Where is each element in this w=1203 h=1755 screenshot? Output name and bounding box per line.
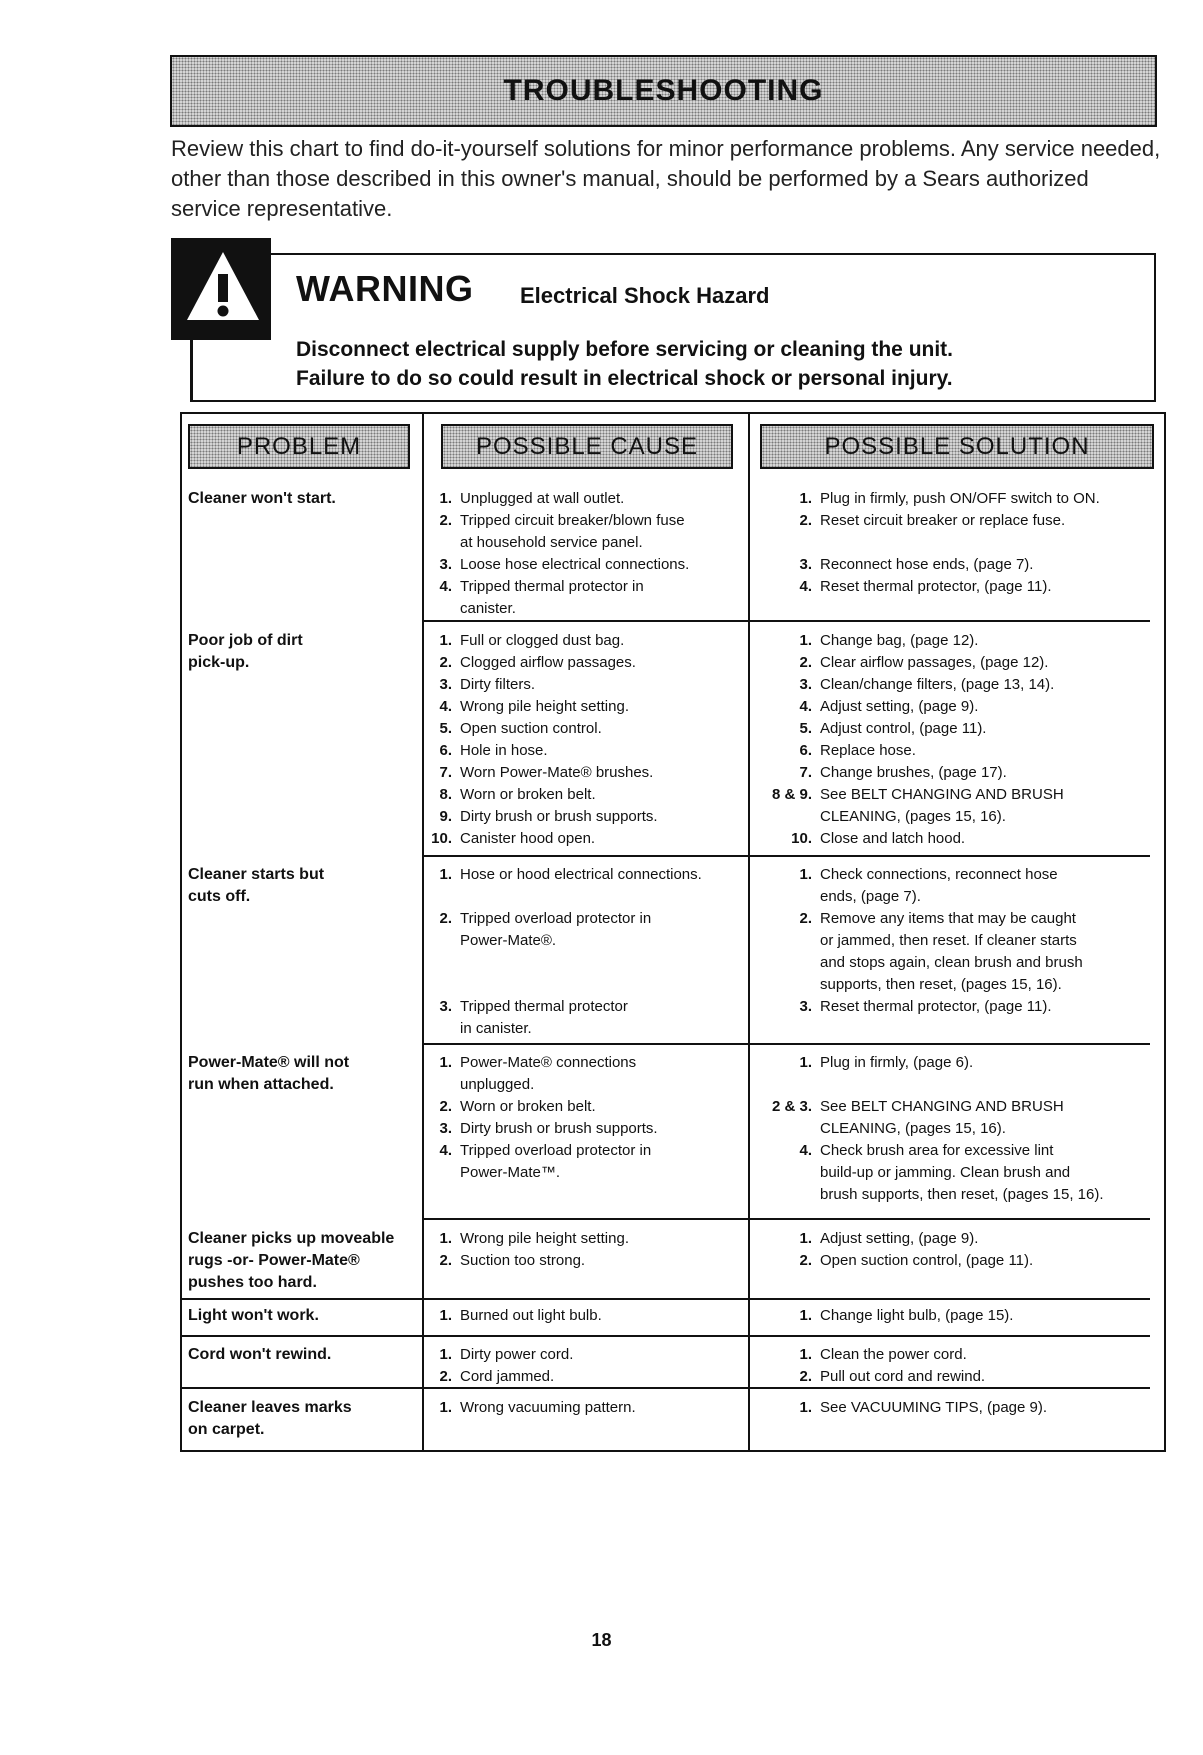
solution-number: 4. <box>799 698 812 715</box>
solution-number: 1. <box>799 490 812 507</box>
solution-text-line: See VACUUMING TIPS, (page 9). <box>820 1399 1048 1416</box>
solution-number: 4. <box>799 578 812 595</box>
cause-item <box>428 1096 746 1118</box>
problem-text-line: Cleaner starts but <box>188 866 325 883</box>
problem-text-line: cuts off. <box>188 888 251 905</box>
solution-number: 2. <box>799 1368 812 1385</box>
cause-text-line: Clogged airflow passages. <box>460 654 636 671</box>
cause-text-line: Dirty filters. <box>460 676 535 693</box>
problem-cell <box>188 1397 423 1441</box>
cause-number: 5. <box>439 720 452 737</box>
cause-text <box>460 674 535 696</box>
solution-text <box>820 1397 1047 1419</box>
cause-item <box>428 1250 746 1272</box>
cause-number: 10. <box>431 830 452 847</box>
solution-item <box>752 828 1154 850</box>
solution-text-line: Replace hose. <box>820 742 916 759</box>
spacer <box>428 886 746 908</box>
solution-list <box>752 1397 1154 1419</box>
cause-item <box>428 630 746 652</box>
cause-item <box>428 696 746 718</box>
solution-text <box>820 1366 985 1388</box>
cause-number: 1. <box>439 632 452 649</box>
cause-text-line: Open suction control. <box>460 720 602 737</box>
solution-number: 6. <box>799 742 812 759</box>
solution-list <box>752 1052 1154 1206</box>
title-banner <box>170 55 1157 127</box>
cause-item <box>428 806 746 828</box>
solution-text-line: See BELT CHANGING AND BRUSH <box>820 1098 1064 1115</box>
cause-text-line: Burned out light bulb. <box>460 1307 602 1324</box>
problem-text-line: Poor job of dirt <box>188 632 303 649</box>
spacer <box>428 974 746 996</box>
solution-number: 2. <box>799 1252 812 1269</box>
cause-text-line: Power-Mate®. <box>460 932 557 949</box>
cause-text-line: canister. <box>460 600 516 617</box>
solution-text-line: Adjust setting, (page 9). <box>820 698 979 715</box>
solution-text-line: Clean/change filters, (page 13, 14). <box>820 676 1055 693</box>
cause-text <box>460 828 595 850</box>
solution-text-line: Plug in firmly, (page 6). <box>820 1054 974 1071</box>
header-possible-solution: POSSIBLE SOLUTION <box>760 424 1154 469</box>
cause-item <box>428 1052 746 1096</box>
cause-text-line: Wrong vacuuming pattern. <box>460 1399 636 1416</box>
solution-item <box>752 762 1154 784</box>
solution-text-line: Open suction control, (page 11). <box>820 1252 1034 1269</box>
cause-number: 1. <box>439 866 452 883</box>
problem-text-line: on carpet. <box>188 1421 265 1438</box>
warning-line-1: Disconnect electrical supply before servicing or cleaning the unit. <box>296 338 954 361</box>
cause-number: 3. <box>439 676 452 693</box>
solution-text-line: Change brushes, (page 17). <box>820 764 1007 781</box>
solution-item <box>752 510 1154 532</box>
solution-text-line: Adjust setting, (page 9). <box>820 1230 979 1247</box>
solution-text-line: and stops again, clean brush and brush <box>820 954 1083 971</box>
cause-list <box>428 630 746 850</box>
row-divider <box>424 620 1150 622</box>
solution-item <box>752 1052 1154 1074</box>
cause-number: 6. <box>439 742 452 759</box>
problem-text-line: run when attached. <box>188 1076 334 1093</box>
problem-text-line: Cleaner picks up moveable <box>188 1230 395 1247</box>
spacer <box>752 1074 1154 1096</box>
problem-cell <box>188 1344 423 1366</box>
solution-text <box>820 784 1064 828</box>
warning-title: WARNING <box>296 268 474 309</box>
column-divider <box>422 412 424 1452</box>
solution-text <box>820 652 1048 674</box>
cause-number: 1. <box>439 1230 452 1247</box>
cause-item <box>428 1397 746 1419</box>
cause-list <box>428 488 746 620</box>
solution-text-line: Change light bulb, (page 15). <box>820 1307 1014 1324</box>
solution-text <box>820 630 978 652</box>
row-divider <box>424 855 1150 857</box>
cause-text <box>460 1344 573 1366</box>
solution-number: 1. <box>799 632 812 649</box>
cause-item <box>428 1344 746 1366</box>
solution-item <box>752 908 1154 996</box>
cause-item <box>428 740 746 762</box>
cause-text-line: Full or clogged dust bag. <box>460 632 625 649</box>
cause-text <box>460 1096 596 1118</box>
cause-text-line: Dirty brush or brush supports. <box>460 1120 658 1137</box>
cause-item <box>428 1305 746 1327</box>
header-possible-cause: POSSIBLE CAUSE <box>441 424 733 469</box>
solution-item <box>752 1228 1154 1250</box>
cause-text-line: Suction too strong. <box>460 1252 586 1269</box>
solution-item <box>752 996 1154 1018</box>
cause-text <box>460 762 653 784</box>
intro-paragraph: Review this chart to find do-it-yourself solutions for minor performance problems. Any service needed, other than those described in this owner's manual, should be performed by a Sears authorized service representative. <box>171 136 1161 221</box>
cause-number: 3. <box>439 1120 452 1137</box>
cause-text <box>460 1118 658 1140</box>
cause-text <box>460 718 602 740</box>
cause-number: 2. <box>439 654 452 671</box>
solution-text-line: Reset thermal protector, (page 11). <box>820 578 1052 595</box>
cause-text <box>460 696 629 718</box>
cause-item <box>428 718 746 740</box>
solution-text-line: Remove any items that may be caught <box>820 910 1076 927</box>
solution-text-line: supports, then reset, (pages 15, 16). <box>820 976 1062 993</box>
cause-item <box>428 576 746 620</box>
cause-text-line: Wrong pile height setting. <box>460 698 629 715</box>
solution-text <box>820 1052 973 1074</box>
cause-text-line: Worn or broken belt. <box>460 1098 596 1115</box>
solution-item <box>752 652 1154 674</box>
solution-text-line: Plug in firmly, push ON/OFF switch to ON. <box>820 490 1100 507</box>
cause-text-line: Dirty power cord. <box>460 1346 574 1363</box>
warning-subtitle: Electrical Shock Hazard <box>520 283 770 308</box>
cause-text <box>460 1228 629 1250</box>
cause-text <box>460 510 685 554</box>
cause-item <box>428 510 746 554</box>
solution-number: 2. <box>799 910 812 927</box>
solution-number: 2 & 3. <box>771 1098 812 1115</box>
cause-number: 4. <box>439 1142 452 1159</box>
solution-item <box>752 1250 1154 1272</box>
solution-item <box>752 718 1154 740</box>
page-title: TROUBLESHOOTING <box>503 74 824 107</box>
solution-item <box>752 740 1154 762</box>
solution-item <box>752 1140 1154 1206</box>
solution-item <box>752 1305 1154 1327</box>
cause-item <box>428 784 746 806</box>
solution-text <box>820 674 1054 696</box>
problem-cell <box>188 630 423 674</box>
problem-text-line: pick-up. <box>188 654 250 671</box>
cause-text-line: Hose or hood electrical connections. <box>460 866 702 883</box>
cause-text <box>460 630 624 652</box>
cause-text <box>460 740 548 762</box>
solution-item <box>752 576 1154 598</box>
solution-text <box>820 696 978 718</box>
cause-text-line: Worn or broken belt. <box>460 786 596 803</box>
solution-number: 1. <box>799 1307 812 1324</box>
solution-text <box>820 1344 967 1366</box>
cause-text <box>460 1305 602 1327</box>
solution-text <box>820 828 965 850</box>
warning-line-2: Failure to do so could result in electrical shock or personal injury. <box>296 367 953 390</box>
cause-text-line: Dirty brush or brush supports. <box>460 808 658 825</box>
cause-text <box>460 488 624 510</box>
solution-text-line: CLEANING, (pages 15, 16). <box>820 808 1006 825</box>
solution-item <box>752 630 1154 652</box>
solution-text-line: Reset thermal protector, (page 11). <box>820 998 1052 1015</box>
solution-text-line: brush supports, then reset, (pages 15, 16). <box>820 1186 1104 1203</box>
cause-number: 2. <box>439 512 452 529</box>
cause-text <box>460 806 658 828</box>
cause-list <box>428 1344 746 1388</box>
cause-item <box>428 762 746 784</box>
solution-text <box>820 1228 978 1250</box>
cause-text-line: Hole in hose. <box>460 742 548 759</box>
solution-text <box>820 554 1033 576</box>
cause-text <box>460 554 689 576</box>
cause-number: 2. <box>439 910 452 927</box>
cause-text <box>460 864 702 886</box>
cause-number: 4. <box>439 578 452 595</box>
cause-item <box>428 1228 746 1250</box>
problem-cell <box>188 864 423 908</box>
cause-text-line: Power-Mate® connections <box>460 1054 637 1071</box>
problem-cell <box>188 1052 423 1096</box>
solution-list <box>752 488 1154 598</box>
cause-item <box>428 1118 746 1140</box>
solution-text <box>820 576 1052 598</box>
solution-item <box>752 554 1154 576</box>
cause-number: 4. <box>439 698 452 715</box>
solution-number: 10. <box>791 830 812 847</box>
solution-text-line: Clean the power cord. <box>820 1346 967 1363</box>
problem-text-line: rugs -or- Power-Mate® <box>188 1252 360 1269</box>
cause-text-line: Tripped overload protector in <box>460 910 652 927</box>
problem-text-line: Cleaner leaves marks <box>188 1399 352 1416</box>
cause-text-line: Unplugged at wall outlet. <box>460 490 625 507</box>
cause-item <box>428 864 746 886</box>
solution-number: 1. <box>799 1346 812 1363</box>
cause-list <box>428 864 746 1040</box>
solution-text <box>820 996 1052 1018</box>
cause-item <box>428 828 746 850</box>
cause-text-line: Tripped overload protector in <box>460 1142 652 1159</box>
cause-text-line: Cord jammed. <box>460 1368 555 1385</box>
solution-text <box>820 488 1100 510</box>
cause-text <box>460 908 651 952</box>
cause-text-line: in canister. <box>460 1020 532 1037</box>
cause-number: 8. <box>439 786 452 803</box>
cause-number: 1. <box>439 1346 452 1363</box>
cause-text <box>460 652 636 674</box>
solution-item <box>752 864 1154 908</box>
solution-number: 5. <box>799 720 812 737</box>
solution-item <box>752 784 1154 828</box>
solution-text <box>820 762 1007 784</box>
cause-item <box>428 996 746 1040</box>
solution-number: 3. <box>799 556 812 573</box>
cause-item <box>428 674 746 696</box>
cause-number: 1. <box>439 1399 452 1416</box>
spacer <box>752 532 1154 554</box>
column-divider <box>748 412 750 1452</box>
problem-cell <box>188 1228 423 1294</box>
solution-list <box>752 864 1154 1018</box>
solution-text-line: CLEANING, (pages 15, 16). <box>820 1120 1006 1137</box>
solution-number: 4. <box>799 1142 812 1159</box>
warning-message <box>296 335 1146 393</box>
solution-item <box>752 696 1154 718</box>
cause-list <box>428 1397 746 1419</box>
solution-list <box>752 1344 1154 1388</box>
solution-number: 3. <box>799 998 812 1015</box>
solution-number: 3. <box>799 676 812 693</box>
solution-text-line: Clear airflow passages, (page 12). <box>820 654 1049 671</box>
row-divider <box>182 1335 1150 1337</box>
cause-number: 3. <box>439 556 452 573</box>
cause-number: 2. <box>439 1368 452 1385</box>
solution-item <box>752 674 1154 696</box>
row-divider <box>424 1218 1150 1220</box>
cause-text <box>460 576 644 620</box>
cause-text-line: Worn Power-Mate® brushes. <box>460 764 654 781</box>
solution-item <box>752 488 1154 510</box>
problem-text-line: Cord won't rewind. <box>188 1346 332 1363</box>
cause-number: 1. <box>439 1307 452 1324</box>
cause-text-line: Tripped circuit breaker/blown fuse <box>460 512 685 529</box>
cause-item <box>428 908 746 952</box>
solution-item <box>752 1397 1154 1419</box>
cause-text <box>460 1052 636 1096</box>
solution-text <box>820 510 1065 532</box>
solution-text-line: Change bag, (page 12). <box>820 632 979 649</box>
solution-number: 7. <box>799 764 812 781</box>
cause-item <box>428 1366 746 1388</box>
cause-item <box>428 652 746 674</box>
cause-text <box>460 996 628 1040</box>
solution-item <box>752 1096 1154 1140</box>
problem-text-line: Power-Mate® will not <box>188 1054 350 1071</box>
solution-number: 1. <box>799 1230 812 1247</box>
solution-item <box>752 1344 1154 1366</box>
solution-text-line: Check brush area for excessive lint <box>820 1142 1054 1159</box>
cause-text <box>460 1366 554 1388</box>
solution-number: 1. <box>799 1054 812 1071</box>
row-divider <box>182 1298 1150 1300</box>
cause-text-line: unplugged. <box>460 1076 535 1093</box>
solution-number: 2. <box>799 654 812 671</box>
solution-text-line: ends, (page 7). <box>820 888 921 905</box>
cause-number: 2. <box>439 1252 452 1269</box>
cause-text-line: Wrong pile height setting. <box>460 1230 629 1247</box>
cause-item <box>428 1140 746 1184</box>
cause-text <box>460 784 596 806</box>
cause-text-line: Loose hose electrical connections. <box>460 556 690 573</box>
cause-text <box>460 1140 651 1184</box>
cause-text-line: Tripped thermal protector <box>460 998 628 1015</box>
cause-text-line: Canister hood open. <box>460 830 596 847</box>
problem-text-line: Cleaner won't start. <box>188 490 336 507</box>
solution-text-line: Pull out cord and rewind. <box>820 1368 986 1385</box>
spacer <box>428 952 746 974</box>
cause-number: 7. <box>439 764 452 781</box>
solution-list <box>752 1228 1154 1272</box>
cause-item <box>428 488 746 510</box>
cause-number: 9. <box>439 808 452 825</box>
solution-item <box>752 1366 1154 1388</box>
solution-number: 8 & 9. <box>771 786 812 803</box>
page-number: 18 <box>591 1630 612 1650</box>
cause-text-line: at household service panel. <box>460 534 643 551</box>
solution-list <box>752 1305 1154 1327</box>
cause-number: 1. <box>439 490 452 507</box>
solution-text <box>820 1096 1064 1140</box>
problem-text-line: pushes too hard. <box>188 1274 317 1291</box>
cause-text-line: Power-Mate™. <box>460 1164 561 1181</box>
warning-triangle-icon <box>183 246 263 326</box>
problem-cell <box>188 488 423 510</box>
solution-number: 1. <box>799 866 812 883</box>
cause-list <box>428 1052 746 1184</box>
solution-text <box>820 908 1083 996</box>
cause-number: 2. <box>439 1098 452 1115</box>
problem-text-line: Light won't work. <box>188 1307 319 1324</box>
cause-list <box>428 1305 746 1327</box>
solution-text-line: See BELT CHANGING AND BRUSH <box>820 786 1064 803</box>
cause-list <box>428 1228 746 1272</box>
problem-cell <box>188 1305 423 1327</box>
cause-item <box>428 554 746 576</box>
solution-text <box>820 864 1058 908</box>
solution-text <box>820 1250 1033 1272</box>
cause-text <box>460 1397 636 1419</box>
cause-text <box>460 1250 585 1272</box>
solution-text <box>820 1305 1013 1327</box>
solution-text-line: build-up or jamming. Clean brush and <box>820 1164 1071 1181</box>
solution-text-line: Close and latch hood. <box>820 830 966 847</box>
solution-text-line: or jammed, then reset. If cleaner starts <box>820 932 1077 949</box>
solution-number: 1. <box>799 1399 812 1416</box>
solution-text-line: Adjust control, (page 11). <box>820 720 987 737</box>
solution-text-line: Check connections, reconnect hose <box>820 866 1058 883</box>
header-problem: PROBLEM <box>188 424 410 469</box>
row-divider <box>424 1043 1150 1045</box>
solution-text-line: Reconnect hose ends, (page 7). <box>820 556 1034 573</box>
solution-text-line: Reset circuit breaker or replace fuse. <box>820 512 1066 529</box>
cause-number: 1. <box>439 1054 452 1071</box>
cause-text-line: Tripped thermal protector in <box>460 578 644 595</box>
cause-number: 3. <box>439 998 452 1015</box>
solution-list <box>752 630 1154 850</box>
solution-number: 2. <box>799 512 812 529</box>
solution-text <box>820 1140 1104 1206</box>
solution-text <box>820 740 916 762</box>
solution-text <box>820 718 986 740</box>
